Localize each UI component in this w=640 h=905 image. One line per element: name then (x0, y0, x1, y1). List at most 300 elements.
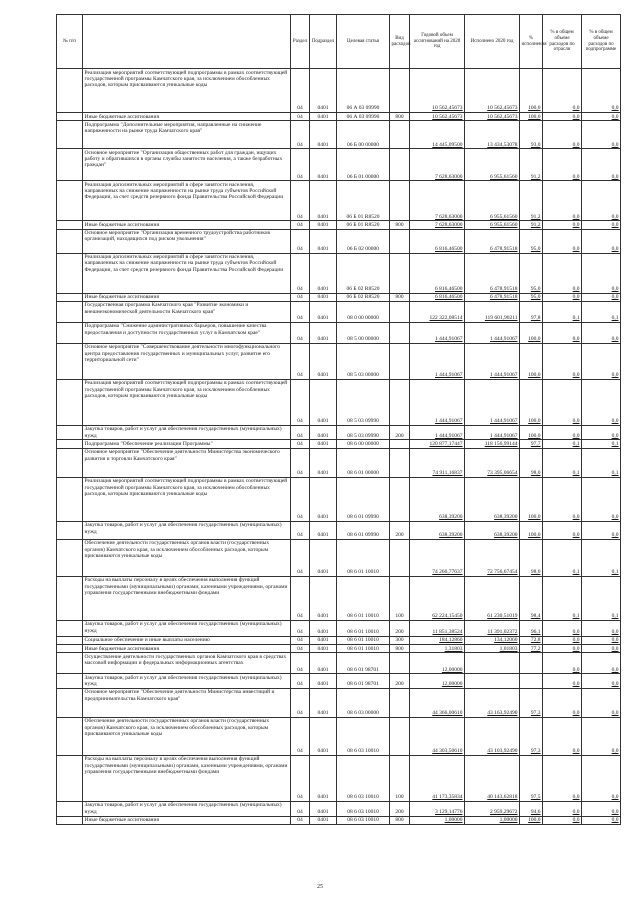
budget-table (56, 14, 621, 825)
cell-item: 06 Б 01 R8520 (337, 221, 390, 229)
header-item: Целевая статья (337, 15, 390, 69)
table-row (57, 113, 621, 121)
cell-num (57, 620, 83, 636)
cell-exec: 10 562,45673 (465, 69, 520, 113)
table-row (57, 322, 621, 343)
cell-num (57, 121, 83, 149)
cell-plan: 1 444,91067 (410, 343, 465, 379)
cell-section: 04 (291, 539, 310, 576)
cell-description: Иные бюджетные ассигнования (83, 645, 291, 653)
cell-exec: 72 756,67454 (465, 539, 520, 576)
cell-percent: 100,0 (520, 816, 543, 824)
cell-share1: 0,0 (543, 181, 582, 221)
cell-section: 04 (291, 293, 310, 301)
cell-percent: 100,0 (520, 113, 543, 121)
cell-plan: 1,00000 (410, 816, 465, 824)
cell-subsection: 0401 (310, 379, 337, 425)
cell-exec: 1 444,91067 (465, 379, 520, 425)
cell-num (57, 69, 83, 113)
cell-description: Государственная программа Камчатского края "Развитие экономики и внешнеэкономической деятельности Камчатского края" (83, 301, 291, 322)
cell-share1: 0,1 (543, 539, 582, 576)
cell-section: 04 (291, 448, 310, 477)
cell-section: 04 (291, 717, 310, 755)
cell-share1: 0,0 (543, 636, 582, 644)
cell-percent: 100,0 (520, 379, 543, 425)
cell-item: 08 5 00 00000 (337, 322, 390, 343)
cell-plan: 10 562,45673 (410, 69, 465, 113)
cell-exptype (390, 440, 410, 448)
cell-share1: 0,0 (543, 717, 582, 755)
cell-num (57, 301, 83, 322)
cell-item: 08 6 03 00000 (337, 688, 390, 717)
cell-share2: 0,1 (582, 576, 621, 620)
cell-share1: 0,0 (543, 322, 582, 343)
cell-subsection: 0401 (310, 539, 337, 576)
cell-share1: 0,1 (543, 576, 582, 620)
cell-plan: 14 445,09500 (410, 121, 465, 149)
cell-subsection: 0401 (310, 576, 337, 620)
cell-exec: 1,01803 (465, 645, 520, 653)
cell-exec: 119 601,90211 (465, 301, 520, 322)
cell-percent: 98,4 (520, 576, 543, 620)
cell-item: 08 5 03 09990 (337, 425, 390, 440)
cell-plan: 120 877,17447 (410, 440, 465, 448)
cell-item: 08 6 01 09990 (337, 521, 390, 539)
cell-exec: 6 478,91518 (465, 229, 520, 253)
table-row (57, 576, 621, 620)
cell-plan: 3 129,14776 (410, 801, 465, 816)
cell-percent: 98,0 (520, 539, 543, 576)
cell-description: Реализация дополнительных мероприятий в сфере занятости населения, направленных на снижение напряженности на рынке труда субъектов Российской Федерации, за счет средств резервного фонда Правительства Российской Федерации (83, 253, 291, 293)
cell-exec: 73 395,06654 (465, 448, 520, 477)
header-num: № п/п (57, 15, 83, 69)
cell-item: 06 Б 00 00000 (337, 121, 390, 149)
table-row (57, 645, 621, 653)
cell-num (57, 440, 83, 448)
cell-subsection: 0401 (310, 674, 337, 689)
cell-exec: 43 103,92490 (465, 717, 520, 755)
cell-exec: 6 955,61560 (465, 181, 520, 221)
cell-section: 04 (291, 379, 310, 425)
cell-plan: 1 444,91067 (410, 425, 465, 440)
cell-share1: 0,0 (543, 521, 582, 539)
cell-share1: 0,0 (543, 477, 582, 521)
cell-exptype (390, 121, 410, 149)
cell-section: 04 (291, 477, 310, 521)
cell-plan: 184,12860 (410, 636, 465, 644)
cell-description: Основное мероприятие "Совершенствование деятельности многофункционального центра предоставления государственных и муниципальных услуг, развитие его территориальной сети" (83, 343, 291, 379)
cell-num (57, 379, 83, 425)
cell-exptype: 300 (390, 636, 410, 644)
table-row (57, 620, 621, 636)
cell-description: Закупка товаров, работ и услуг для обеспечения государственных (муниципальных) нужд (83, 521, 291, 539)
cell-exptype (390, 379, 410, 425)
cell-num (57, 576, 83, 620)
cell-share1: 0,0 (543, 645, 582, 653)
cell-share1: 0,0 (543, 253, 582, 293)
cell-exec (465, 653, 520, 674)
cell-share2: 0,0 (582, 181, 621, 221)
cell-num (57, 688, 83, 717)
cell-num (57, 343, 83, 379)
cell-num (57, 253, 83, 293)
cell-share1: 0,0 (543, 674, 582, 689)
cell-section: 04 (291, 69, 310, 113)
header-section: Раздел (291, 15, 310, 69)
cell-description: Основное мероприятие "Обеспечение деятельности Министерства инвестиций и предпринимательства Камчатского края" (83, 688, 291, 717)
table-row (57, 755, 621, 801)
cell-subsection: 0401 (310, 653, 337, 674)
cell-subsection: 0401 (310, 253, 337, 293)
cell-share1: 0,0 (543, 149, 582, 181)
cell-share2: 0,0 (582, 69, 621, 113)
table-row (57, 801, 621, 816)
cell-item: 06 Б 02 R8520 (337, 293, 390, 301)
table-header-row (57, 15, 621, 69)
cell-exec: 13 434,53078 (465, 121, 520, 149)
cell-share2: 0,0 (582, 816, 621, 824)
table-row (57, 221, 621, 229)
cell-share2: 0,0 (582, 425, 621, 440)
cell-subsection: 0401 (310, 149, 337, 181)
cell-num (57, 801, 83, 816)
cell-item: 06 Б 02 00000 (337, 229, 390, 253)
cell-section: 04 (291, 755, 310, 801)
cell-plan: 7 628,63000 (410, 181, 465, 221)
cell-exec: 1 444,91067 (465, 425, 520, 440)
cell-plan: 6 816,46500 (410, 229, 465, 253)
cell-plan: 74 911,16837 (410, 448, 465, 477)
cell-item: 08 6 03 10010 (337, 801, 390, 816)
table-row (57, 688, 621, 717)
cell-description: Реализация мероприятий соответствующей подпрограммы в рамках соответствующей государственной программы Камчатского края, за исключением обособленных расходов, которым присваиваются уникальные коды (83, 379, 291, 425)
table-row (57, 301, 621, 322)
cell-description: Подпрограмма "Обеспечение реализации Программы" (83, 440, 291, 448)
cell-num (57, 653, 83, 674)
cell-section: 04 (291, 674, 310, 689)
table-row (57, 293, 621, 301)
cell-percent: 100,0 (520, 343, 543, 379)
cell-item: 08 6 03 10010 (337, 816, 390, 824)
cell-share2: 0,0 (582, 293, 621, 301)
cell-subsection: 0401 (310, 113, 337, 121)
cell-percent: 97,5 (520, 755, 543, 801)
table-row (57, 477, 621, 521)
cell-section: 04 (291, 343, 310, 379)
cell-share1: 0,0 (543, 293, 582, 301)
cell-subsection: 0401 (310, 801, 337, 816)
cell-share1: 0,0 (543, 620, 582, 636)
cell-subsection: 0401 (310, 221, 337, 229)
cell-share1: 0,0 (543, 816, 582, 824)
cell-num (57, 717, 83, 755)
cell-exptype (390, 229, 410, 253)
header-plan: Годовой объем ассигнований на 2020 год (410, 15, 465, 69)
cell-exptype: 800 (390, 645, 410, 653)
cell-exptype: 200 (390, 801, 410, 816)
cell-description: Основное мероприятие "Организация общественных работ для граждан, ищущих работу и обратившихся в органы службы занятости населения, а также безработных граждан" (83, 149, 291, 181)
cell-plan: 6 816,46500 (410, 293, 465, 301)
cell-share2: 0,1 (582, 301, 621, 322)
cell-num (57, 755, 83, 801)
cell-subsection: 0401 (310, 645, 337, 653)
cell-plan: 1 444,91067 (410, 322, 465, 343)
cell-num (57, 113, 83, 121)
cell-section: 04 (291, 149, 310, 181)
cell-share1: 0,0 (543, 121, 582, 149)
cell-section: 04 (291, 801, 310, 816)
cell-plan: 122 322,08514 (410, 301, 465, 322)
cell-percent: 94,6 (520, 801, 543, 816)
cell-section: 04 (291, 645, 310, 653)
cell-num (57, 221, 83, 229)
cell-description: Закупка товаров, работ и услуг для обеспечения государственных (муниципальных) нужд (83, 620, 291, 636)
table-row (57, 653, 621, 674)
cell-share2: 0,0 (582, 149, 621, 181)
cell-subsection: 0401 (310, 69, 337, 113)
cell-section: 04 (291, 576, 310, 620)
cell-share1: 0,1 (543, 448, 582, 477)
cell-exec: 61 230,51019 (465, 576, 520, 620)
cell-percent: 98,0 (520, 448, 543, 477)
table-row (57, 674, 621, 689)
cell-share2: 0,0 (582, 477, 621, 521)
table-row (57, 816, 621, 824)
cell-share2: 0,0 (582, 521, 621, 539)
cell-exptype (390, 69, 410, 113)
cell-share2: 0,0 (582, 379, 621, 425)
cell-share1: 0,0 (543, 69, 582, 113)
cell-share2: 0,0 (582, 343, 621, 379)
cell-description: Социальное обеспечение и иные выплаты населению (83, 636, 291, 644)
cell-item: 08 6 00 00000 (337, 440, 390, 448)
cell-exptype: 100 (390, 576, 410, 620)
cell-share2: 0,1 (582, 448, 621, 477)
cell-exptype (390, 343, 410, 379)
table-row (57, 440, 621, 448)
cell-plan: 62 224,15450 (410, 576, 465, 620)
cell-percent: 91,2 (520, 149, 543, 181)
header-share2: % в общем объеме расходов по подпрограмме (582, 15, 621, 69)
cell-exec: 6 955,61560 (465, 221, 520, 229)
cell-percent: 97,3 (520, 688, 543, 717)
cell-exptype: 200 (390, 521, 410, 539)
cell-percent: 72,8 (520, 636, 543, 644)
cell-item: 08 5 03 09990 (337, 379, 390, 425)
cell-subsection: 0401 (310, 121, 337, 149)
cell-exptype: 800 (390, 221, 410, 229)
cell-description: Иные бюджетные ассигнования (83, 293, 291, 301)
cell-description: Подпрограмма "Снижение административных барьеров, повышение качества предоставления и доступности государственных услуг в Камчатском крае" (83, 322, 291, 343)
cell-plan: 7 628,63000 (410, 221, 465, 229)
header-subsection: Подраздел (310, 15, 337, 69)
table-row (57, 425, 621, 440)
cell-description: Расходы на выплаты персоналу в целях обеспечения выполнения функций государственными (муниципальными) органами, казенными учреждениями, органами управления государственными внебюджетными фондами (83, 576, 291, 620)
cell-percent (520, 674, 543, 689)
cell-section: 04 (291, 653, 310, 674)
cell-description: Реализация мероприятий соответствующей подпрограммы в рамках соответствующей государственной программы Камчатского края, за исключением обособленных расходов, которым присваиваются уникальные коды (83, 477, 291, 521)
cell-exptype: 800 (390, 113, 410, 121)
table-row (57, 379, 621, 425)
cell-section: 04 (291, 181, 310, 221)
cell-item: 08 6 01 10010 (337, 576, 390, 620)
cell-description: Подпрограмма "Дополнительные мероприятия, направленные на снижение напряженности на рынке труда Камчатского края" (83, 121, 291, 149)
cell-exptype (390, 653, 410, 674)
cell-plan: 44 366,00610 (410, 688, 465, 717)
cell-exptype (390, 717, 410, 755)
header-exptype: Вид расходов (390, 15, 410, 69)
header-description (83, 15, 291, 69)
cell-num (57, 674, 83, 689)
cell-exec: 638,39200 (465, 477, 520, 521)
cell-share2: 0,0 (582, 253, 621, 293)
cell-item: 08 6 01 09990 (337, 477, 390, 521)
cell-plan: 1 444,91067 (410, 379, 465, 425)
cell-percent: 100,0 (520, 425, 543, 440)
cell-subsection: 0401 (310, 755, 337, 801)
cell-description: Расходы на выплаты персоналу в целях обеспечения выполнения функций государственными (муниципальными) органами, казенными учреждениями, органами управления государственными внебюджетными фондами (83, 755, 291, 801)
header-share1: % в общем объеме расходов по отрасли (543, 15, 582, 69)
cell-section: 04 (291, 425, 310, 440)
cell-subsection: 0401 (310, 229, 337, 253)
cell-plan: 41 173,35834 (410, 755, 465, 801)
cell-item: 08 6 01 10010 (337, 539, 390, 576)
cell-exptype: 200 (390, 620, 410, 636)
cell-section: 04 (291, 521, 310, 539)
cell-description: Осуществление деятельности государственных органов Камчатского края в средствах массовой информации и федеральных информационных агентствах (83, 653, 291, 674)
cell-share2: 0,0 (582, 620, 621, 636)
cell-description: Закупка товаров, работ и услуг для обеспечения государственных (муниципальных) нужд (83, 674, 291, 689)
cell-subsection: 0401 (310, 816, 337, 824)
cell-share1: 0,0 (543, 801, 582, 816)
cell-exptype (390, 448, 410, 477)
cell-percent: 100,0 (520, 69, 543, 113)
cell-num (57, 477, 83, 521)
cell-item: 08 6 01 98701 (337, 674, 390, 689)
cell-description: Основное мероприятие "Обеспечение деятельности Министерства экономического развития и торговли Камчатского края" (83, 448, 291, 477)
cell-exptype (390, 477, 410, 521)
table-row (57, 521, 621, 539)
cell-item: 06 Б 02 R8520 (337, 253, 390, 293)
cell-exec: 1 444,91067 (465, 343, 520, 379)
cell-share1: 0,0 (543, 755, 582, 801)
cell-num (57, 322, 83, 343)
cell-description: Иные бюджетные ассигнования (83, 113, 291, 121)
cell-item: 08 6 03 10010 (337, 755, 390, 801)
header-percent: % исполнения (520, 15, 543, 69)
cell-subsection: 0401 (310, 717, 337, 755)
cell-percent: 95,0 (520, 253, 543, 293)
cell-exec: 43 163,92490 (465, 688, 520, 717)
cell-section: 04 (291, 221, 310, 229)
cell-description: Иные бюджетные ассигнования (83, 816, 291, 824)
cell-exptype: 800 (390, 816, 410, 824)
cell-share2: 0,0 (582, 121, 621, 149)
cell-item: 08 6 01 98701 (337, 653, 390, 674)
cell-exec: 118 156,99144 (465, 440, 520, 448)
table-row (57, 229, 621, 253)
cell-section: 04 (291, 121, 310, 149)
cell-share2: 0,0 (582, 113, 621, 121)
cell-section: 04 (291, 620, 310, 636)
cell-share2: 0,0 (582, 674, 621, 689)
table-row (57, 121, 621, 149)
cell-description: Обеспечение деятельности государственных органов власти (государственных органов) Камчатского края, за исключением обособленных расходов, которым присваиваются уникальные коды (83, 717, 291, 755)
table-row (57, 149, 621, 181)
cell-plan: 74 260,77637 (410, 539, 465, 576)
cell-plan: 638,39200 (410, 521, 465, 539)
cell-num (57, 645, 83, 653)
cell-num (57, 425, 83, 440)
table-row (57, 636, 621, 644)
cell-subsection: 0401 (310, 343, 337, 379)
cell-percent: 96,1 (520, 620, 543, 636)
cell-exec (465, 674, 520, 689)
cell-num (57, 181, 83, 221)
cell-description: Реализация дополнительных мероприятий в сфере занятости населения, направленных на снижение напряженности на рынке труда субъектов Российской Федерации, за счет средств резервного фонда Правительства Российской Федерации (83, 181, 291, 221)
cell-exptype (390, 688, 410, 717)
cell-subsection: 0401 (310, 521, 337, 539)
cell-num (57, 521, 83, 539)
cell-plan: 6 816,46500 (410, 253, 465, 293)
cell-item: 08 6 01 10010 (337, 620, 390, 636)
cell-share1: 0,0 (543, 221, 582, 229)
cell-plan: 10 562,45673 (410, 113, 465, 121)
cell-exptype (390, 253, 410, 293)
cell-exec: 6 478,91518 (465, 293, 520, 301)
cell-percent: 77,2 (520, 645, 543, 653)
cell-section: 04 (291, 688, 310, 717)
cell-subsection: 0401 (310, 636, 337, 644)
cell-share1: 0,0 (543, 379, 582, 425)
cell-plan: 44 303,50610 (410, 717, 465, 755)
cell-share1: 0,0 (543, 229, 582, 253)
cell-share2: 0,1 (582, 440, 621, 448)
cell-percent: 100,0 (520, 521, 543, 539)
cell-percent: 97,3 (520, 717, 543, 755)
cell-subsection: 0401 (310, 620, 337, 636)
cell-percent (520, 653, 543, 674)
cell-plan: 12,00000 (410, 653, 465, 674)
cell-share1: 0,1 (543, 440, 582, 448)
cell-subsection: 0401 (310, 293, 337, 301)
cell-subsection: 0401 (310, 425, 337, 440)
cell-exptype (390, 149, 410, 181)
cell-exec: 1 444,91067 (465, 322, 520, 343)
cell-description: Обеспечение деятельности государственных органов власти (государственных органов) Камчатского края, за исключением обособленных расходов, которым присваиваются уникальные коды (83, 539, 291, 576)
cell-num (57, 293, 83, 301)
cell-exec: 134,12060 (465, 636, 520, 644)
cell-share2: 0,0 (582, 688, 621, 717)
cell-description: Иные бюджетные ассигнования (83, 221, 291, 229)
cell-plan: 11 851,38524 (410, 620, 465, 636)
cell-item: 08 5 03 00000 (337, 343, 390, 379)
cell-share1: 0,1 (543, 301, 582, 322)
cell-exptype: 200 (390, 425, 410, 440)
cell-num (57, 229, 83, 253)
cell-exptype: 800 (390, 293, 410, 301)
table-row (57, 448, 621, 477)
cell-item: 08 6 01 00000 (337, 448, 390, 477)
cell-exec: 40 143,62818 (465, 755, 520, 801)
table-row (57, 69, 621, 113)
cell-exptype: 200 (390, 674, 410, 689)
cell-section: 04 (291, 440, 310, 448)
cell-percent: 95,0 (520, 229, 543, 253)
cell-exec: 2 959,29672 (465, 801, 520, 816)
cell-item: 08 0 00 00000 (337, 301, 390, 322)
cell-section: 04 (291, 253, 310, 293)
